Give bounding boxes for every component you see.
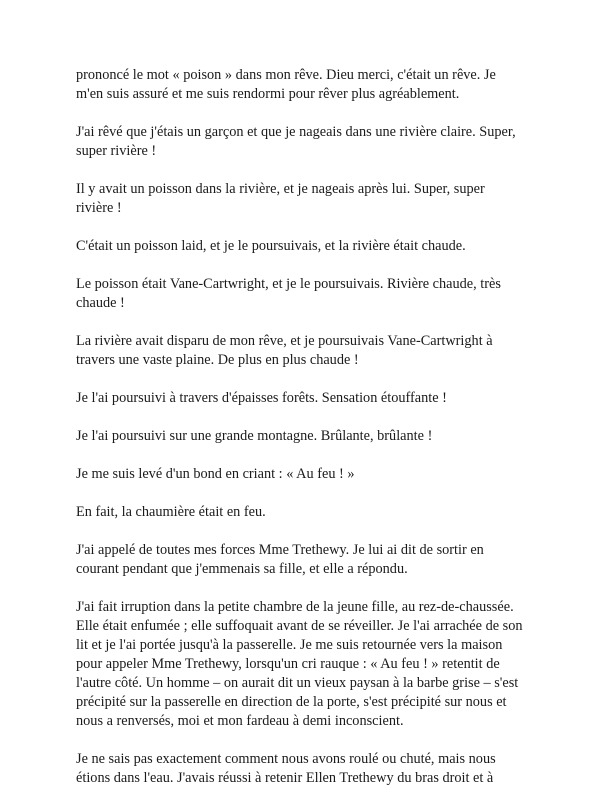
paragraph: La rivière avait disparu de mon rêve, et je poursuivais Vane-Cartwright à travers une vaste plaine. De plus en plus chaude ! <box>76 333 493 368</box>
paragraph: Je l'ai poursuivi sur une grande montagne. Brûlante, brûlante ! <box>76 428 433 444</box>
paragraph: J'ai rêvé que j'étais un garçon et que je nageais dans une rivière claire. Super, super rivière ! <box>76 124 516 159</box>
paragraph: prononcé le mot « poison » dans mon rêve. Dieu merci, c'était un rêve. Je m'en suis assuré et me suis rendormi pour rêver plus agréablement. <box>76 67 496 102</box>
paragraph: J'ai appelé de toutes mes forces Mme Trethewy. Je lui ai dit de sortir en courant pendant que j'emmenais sa fille, et elle a répondu. <box>76 542 484 577</box>
paragraph: J'ai fait irruption dans la petite chambre de la jeune fille, au rez-de-chaussée. Elle était enfumée ; elle suffoquait avant de se réveiller. Je l'ai arrachée de son lit et je l'ai portée jusqu'à la passerelle. Je me suis retournée vers la maison pour appeler Mme Trethewy, lorsqu'un cri rauque : « Au feu ! » retentit de l'autre côté. Un homme – on aurait dit un vieux paysan à la barbe grise – s'est précipité sur la passerelle en direction de la porte, s'est précipité sur nous et nous a renversés, moi et mon fardeau à demi inconscient. <box>76 599 523 729</box>
paragraph: Il y avait un poisson dans la rivière, et je nageais après lui. Super, super rivière ! <box>76 181 485 216</box>
page-body <box>76 66 524 807</box>
paragraph: Je me suis levé d'un bond en criant : « Au feu ! » <box>76 466 355 482</box>
paragraph: En fait, la chaumière était en feu. <box>76 504 266 520</box>
paragraph: Le poisson était Vane-Cartwright, et je le poursuivais. Rivière chaude, très chaude ! <box>76 276 501 311</box>
paragraph: Je ne sais pas exactement comment nous avons roulé ou chuté, mais nous étions dans l'eau. J'avais réussi à retenir Ellen Trethewy du bras droit et à <box>76 751 496 786</box>
paragraph: C'était un poisson laid, et je le poursuivais, et la rivière était chaude. <box>76 238 466 254</box>
paragraph: Je l'ai poursuivi à travers d'épaisses forêts. Sensation étouffante ! <box>76 390 447 406</box>
